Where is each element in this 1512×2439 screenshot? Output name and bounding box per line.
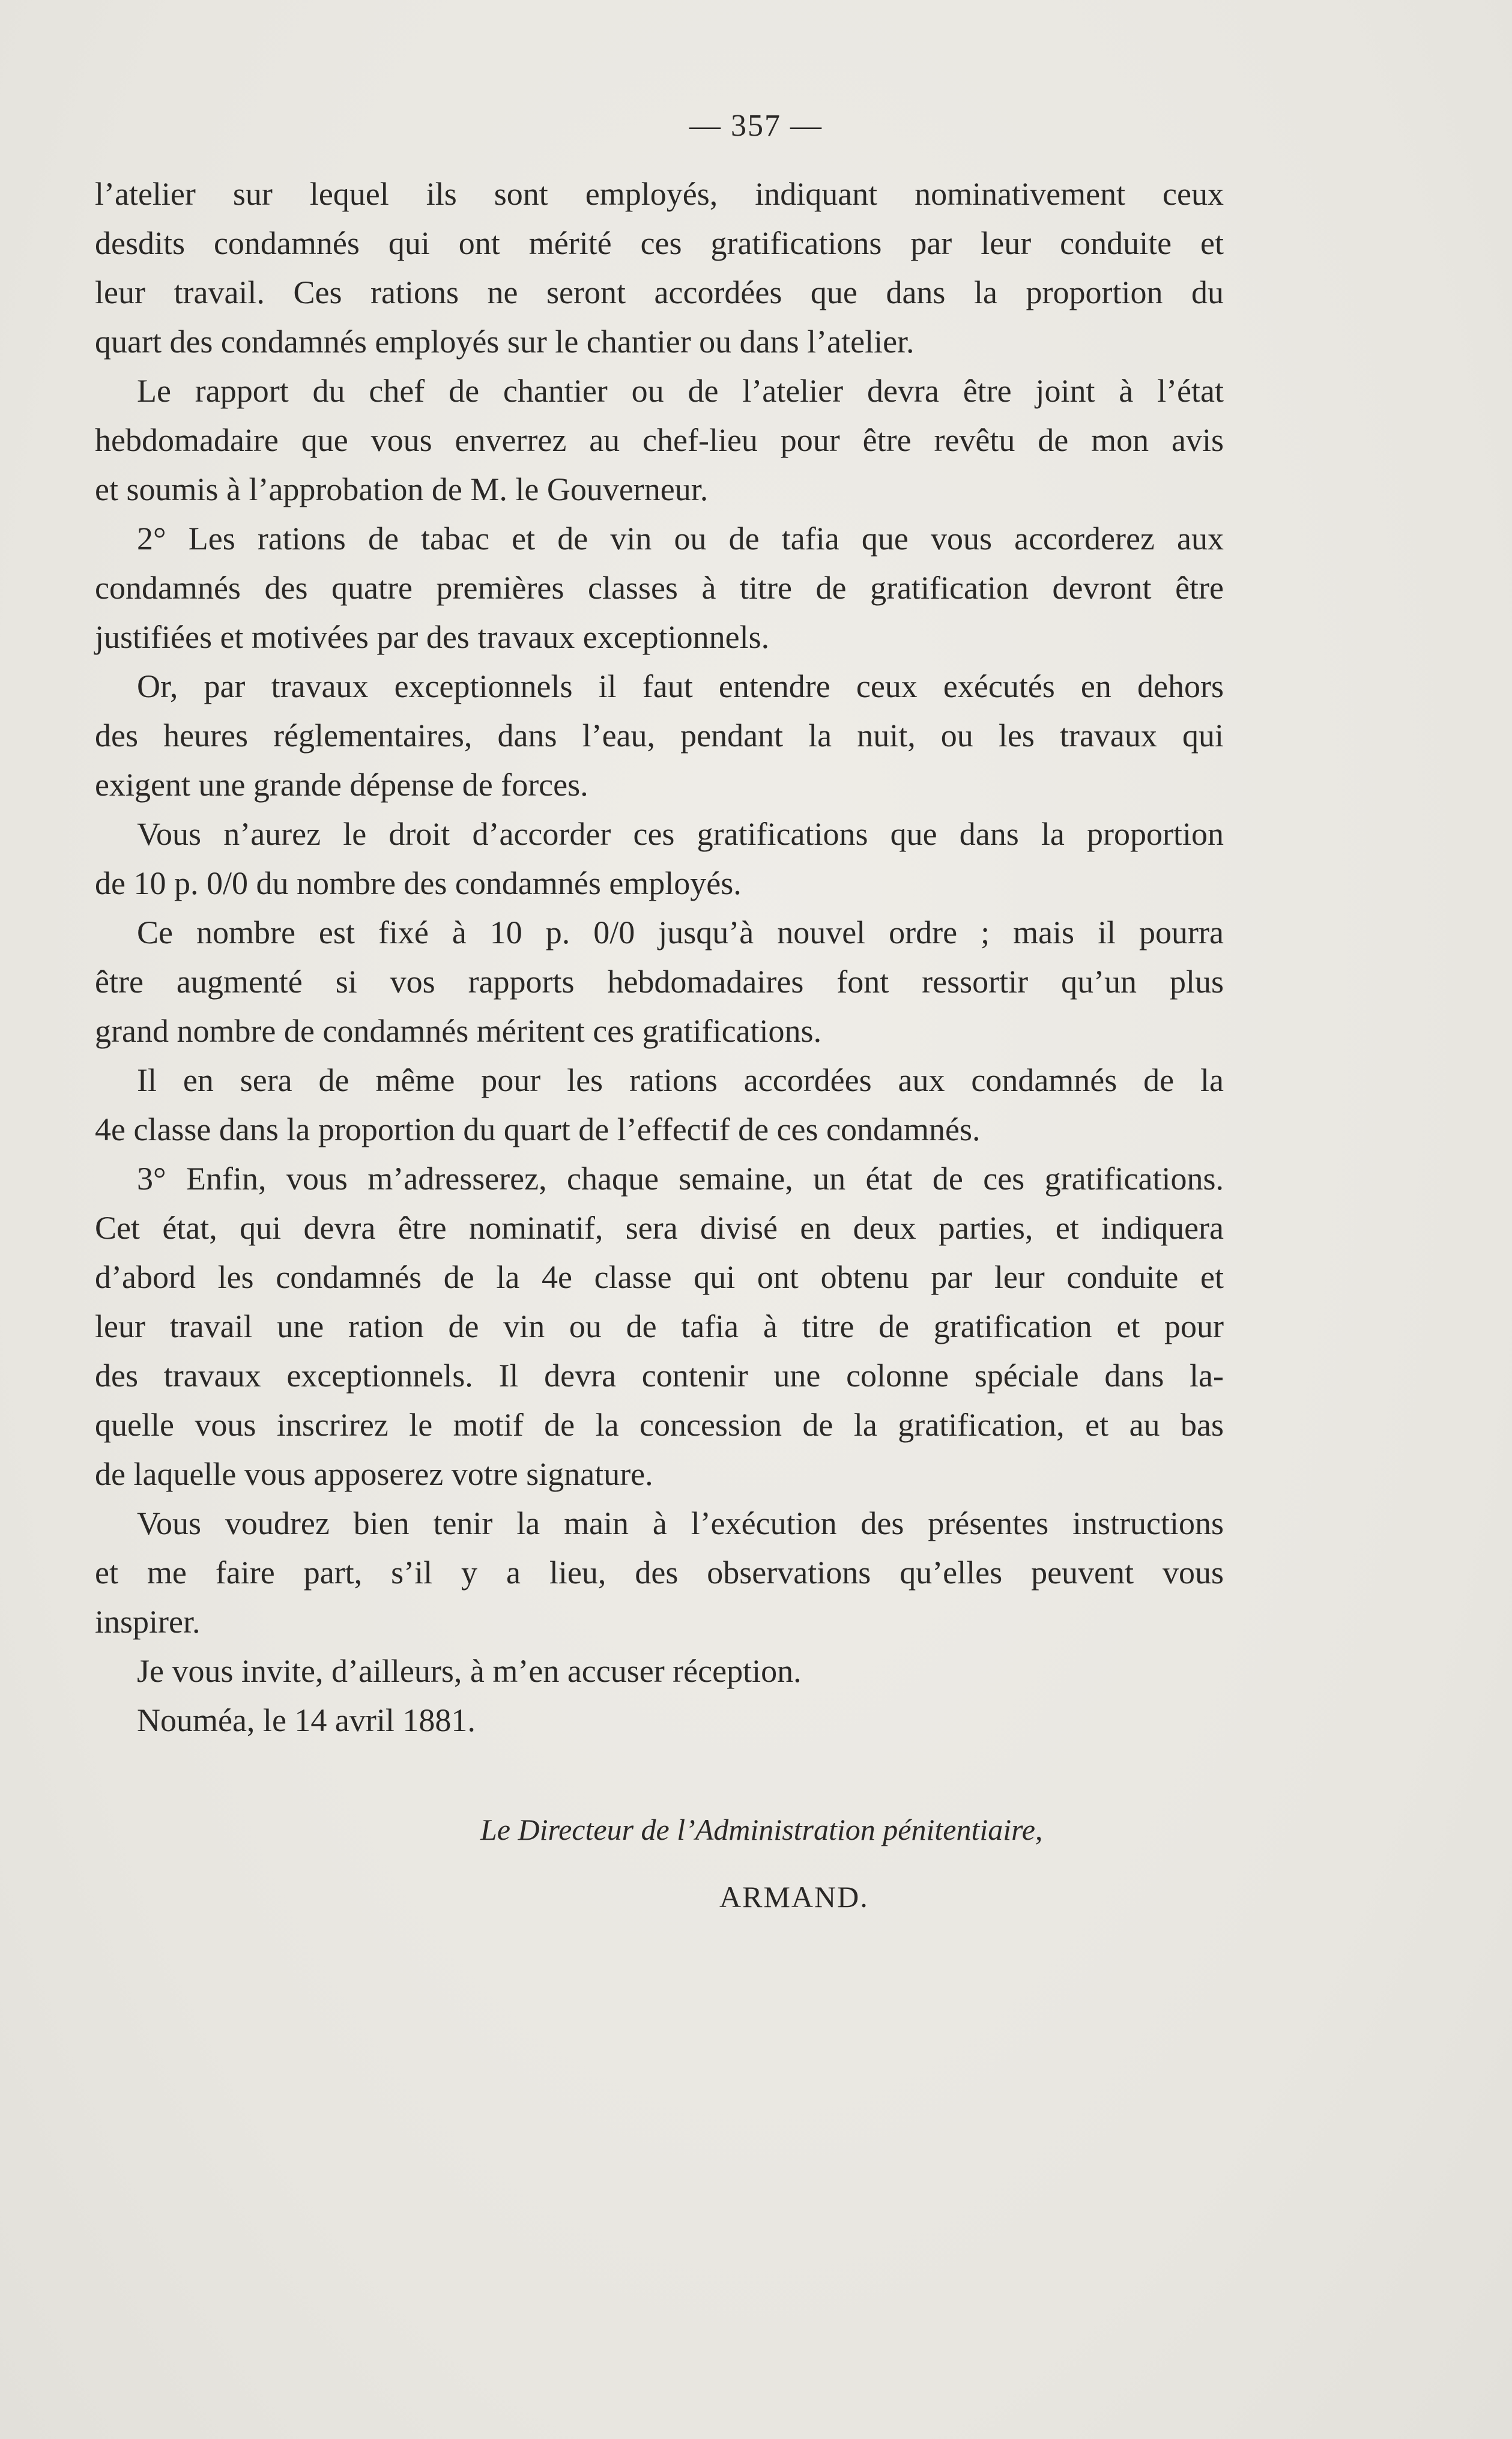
signature-name: ARMAND. (719, 1880, 869, 1914)
text-line: Je vous invite, d’ailleurs, à m’en accuser réception. (137, 1653, 802, 1689)
text-line: leur travail une ration de vin ou de tafia à titre de gratification et pour (95, 1308, 1224, 1344)
text-line: leur travail. Ces rations ne seront accordées que dans la proportion du (95, 274, 1224, 310)
text-line: desdits condamnés qui ont mérité ces gratifications par leur conduite et (95, 225, 1224, 261)
text-line: condamnés des quatre premières classes à titre de gratification devront être (95, 570, 1224, 606)
text-line: Or, par travaux exceptionnels il faut entendre ceux exécutés en dehors (137, 668, 1224, 704)
text-line: grand nombre de condamnés méritent ces gratifications. (95, 1013, 822, 1049)
text-line: 4e classe dans la proportion du quart de l’effectif de ces condamnés. (95, 1111, 981, 1147)
text-line: Vous voudrez bien tenir la main à l’exécution des présentes instructions (137, 1505, 1224, 1541)
body-text (95, 169, 1224, 1745)
text-line: et me faire part, s’il y a lieu, des observations qu’elles peuvent vous (95, 1555, 1224, 1591)
text-line: quelle vous inscrirez le motif de la concession de la gratification, et au bas (95, 1407, 1224, 1443)
text-line: justifiées et motivées par des travaux exceptionnels. (95, 619, 770, 655)
page-number: — 357 — (689, 109, 823, 143)
signature-title: Le Directeur de l’Administration pénitentiaire, (480, 1813, 1043, 1846)
text-line: des heures réglementaires, dans l’eau, pendant la nuit, ou les travaux qui (95, 718, 1224, 754)
text-line: Cet état, qui devra être nominatif, sera divisé en deux parties, et indiquera (95, 1210, 1224, 1246)
text-line: 3° Enfin, vous m’adresserez, chaque semaine, un état de ces gratifications. (137, 1161, 1224, 1197)
text-line: Vous n’aurez le droit d’accorder ces gratifications que dans la proportion (137, 816, 1224, 852)
text-line: exigent une grande dépense de forces. (95, 767, 588, 803)
text-line: des travaux exceptionnels. Il devra contenir une colonne spéciale dans la- (95, 1358, 1224, 1394)
text-line: Ce nombre est fixé à 10 p. 0/0 jusqu’à nouvel ordre ; mais il pourra (137, 914, 1224, 951)
text-line: d’abord les condamnés de la 4e classe qui ont obtenu par leur conduite et (95, 1259, 1224, 1295)
text-line: Le rapport du chef de chantier ou de l’atelier devra être joint à l’état (137, 373, 1224, 409)
text-line: de laquelle vous apposerez votre signature. (95, 1456, 653, 1492)
text-line: hebdomadaire que vous enverrez au chef-lieu pour être revêtu de mon avis (95, 422, 1224, 458)
text-line: Il en sera de même pour les rations accordées aux condamnés de la (137, 1062, 1224, 1098)
text-line: l’atelier sur lequel ils sont employés, indiquant nominativement ceux (95, 176, 1224, 212)
text-line: de 10 p. 0/0 du nombre des condamnés employés. (95, 865, 742, 901)
text-line: quart des condamnés employés sur le chantier ou dans l’atelier. (95, 324, 915, 360)
text-line: inspirer. (95, 1604, 201, 1640)
text-line: et soumis à l’approbation de M. le Gouverneur. (95, 471, 709, 507)
text-line: 2° Les rations de tabac et de vin ou de tafia que vous accorderez aux (137, 521, 1224, 557)
text-line: être augmenté si vos rapports hebdomadaires font ressortir qu’un plus (95, 964, 1224, 1000)
text-line: Nouméa, le 14 avril 1881. (137, 1702, 476, 1738)
